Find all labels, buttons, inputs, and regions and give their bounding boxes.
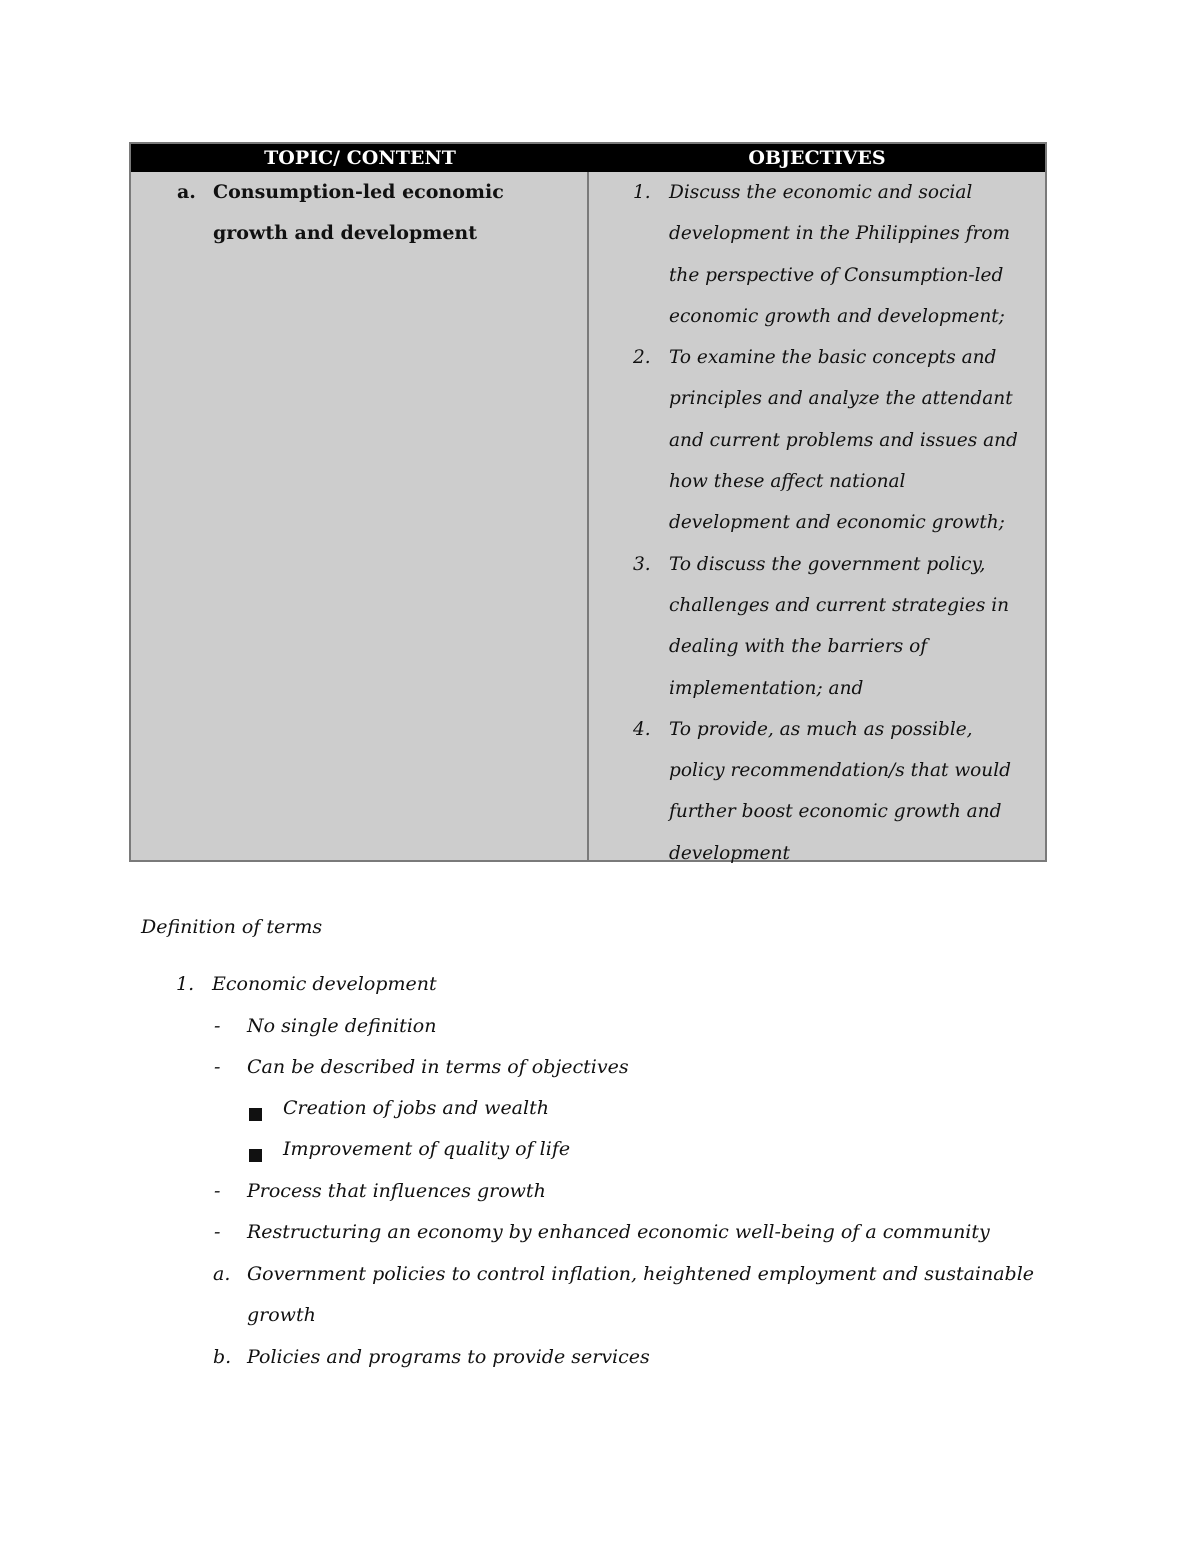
objective-marker: 3. <box>633 553 651 575</box>
dash-marker: - <box>214 1180 221 1202</box>
objective-marker: 4. <box>633 718 651 740</box>
objectives-list <box>589 172 1045 874</box>
list-item <box>176 973 194 995</box>
objectives-cell <box>589 172 1045 864</box>
objective-text: Discuss the economic and social development in the Philippines from the perspective of Consumption-led economic growth and development; <box>669 182 1011 327</box>
letter-marker: a. <box>213 1263 231 1285</box>
objective-marker: 2. <box>633 347 651 369</box>
dash-item: Restructuring an economy by enhanced economic well-being of a community <box>247 1221 990 1243</box>
objective-item <box>589 337 1045 543</box>
square-item: Improvement of quality of life <box>283 1138 571 1160</box>
topic-cell <box>131 172 589 860</box>
dash-item: Process that influences growth <box>247 1180 546 1202</box>
header-topic-content: TOPIC/ CONTENT <box>264 147 456 169</box>
square-item: Creation of jobs and wealth <box>283 1097 549 1119</box>
dash-marker: - <box>214 1056 221 1078</box>
letter-marker: b. <box>213 1346 232 1368</box>
objective-text: To provide, as much as possible, policy recommendation/s that would further boost economic growth and development <box>669 718 1011 864</box>
square-bullet-icon <box>249 1104 262 1126</box>
header-objectives: OBJECTIVES <box>748 147 886 169</box>
square-bullet-icon <box>249 1145 262 1167</box>
topic-marker: a. <box>177 181 196 203</box>
letter-item-line: growth <box>247 1304 316 1326</box>
objective-marker: 1. <box>633 182 651 203</box>
objective-text: To examine the basic concepts and principles and analyze the attendant and current problems and issues and how these affect national development and economic growth; <box>669 347 1018 534</box>
topic-text <box>213 172 553 254</box>
list-item-text: Economic development <box>212 973 437 995</box>
objective-item <box>589 544 1045 709</box>
topic-line-2: growth and development <box>213 222 478 244</box>
table-header-row <box>131 144 1045 172</box>
definitions-heading: Definition of terms <box>141 916 323 938</box>
objective-item <box>589 172 1045 337</box>
topic-objectives-table <box>129 142 1047 862</box>
objective-text: To discuss the government policy, challenges and current strategies in dealing with the barriers of implementation; and <box>669 553 1010 699</box>
letter-item-line: Government policies to control inflation, heightened employment and sustainable <box>247 1263 1035 1285</box>
topic-line-1: Consumption-led economic <box>213 181 504 203</box>
dash-item: No single definition <box>247 1015 437 1037</box>
objective-item <box>589 709 1045 874</box>
item-marker: 1. <box>176 973 195 995</box>
dash-marker: - <box>214 1221 221 1243</box>
letter-item-line: Policies and programs to provide services <box>247 1346 650 1368</box>
dash-item: Can be described in terms of objectives <box>247 1056 629 1078</box>
table-body-row <box>131 172 1045 864</box>
dash-marker: - <box>214 1015 221 1037</box>
